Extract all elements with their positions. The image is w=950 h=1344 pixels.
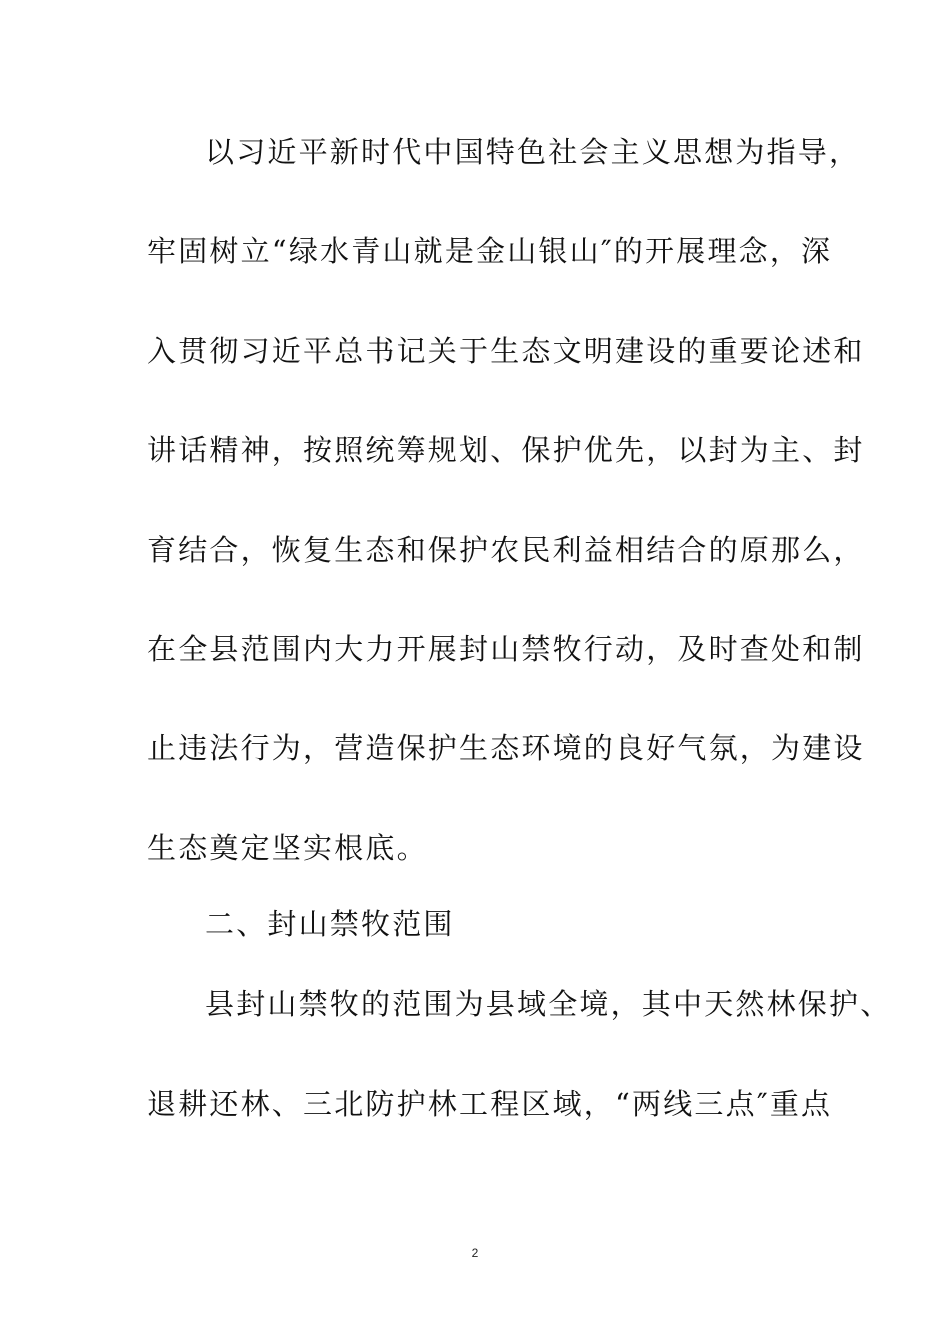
- paragraph-line: 讲话精神，按照统筹规划、保护优先，以封为主、封: [147, 433, 865, 467]
- paragraph-line: 在全县范围内大力开展封山禁牧行动，及时查处和制: [147, 632, 865, 666]
- paragraph-line: 入贯彻习近平总书记关于生态文明建设的重要论述和: [147, 334, 865, 368]
- paragraph-line: 牢固树立“绿水青山就是金山银山″的开展理念，深: [147, 234, 833, 268]
- section-heading: 二、封山禁牧范围: [205, 907, 455, 941]
- paragraph-line: 退耕还林、三北防护林工程区域，“两线三点″重点: [147, 1087, 833, 1121]
- paragraph-line: 生态奠定坚实根底。: [147, 831, 428, 865]
- paragraph-line: 育结合，恢复生态和保护农民利益相结合的原那么，: [147, 533, 865, 567]
- paragraph-line: 以习近平新时代中国特色社会主义思想为指导，: [205, 135, 861, 169]
- paragraph-line: 止违法行为，营造保护生态环境的良好气氛，为建设: [147, 731, 865, 765]
- page-number: 2: [471, 1246, 479, 1260]
- paragraph-line: 县封山禁牧的范围为县域全境，其中天然林保护、: [205, 987, 892, 1021]
